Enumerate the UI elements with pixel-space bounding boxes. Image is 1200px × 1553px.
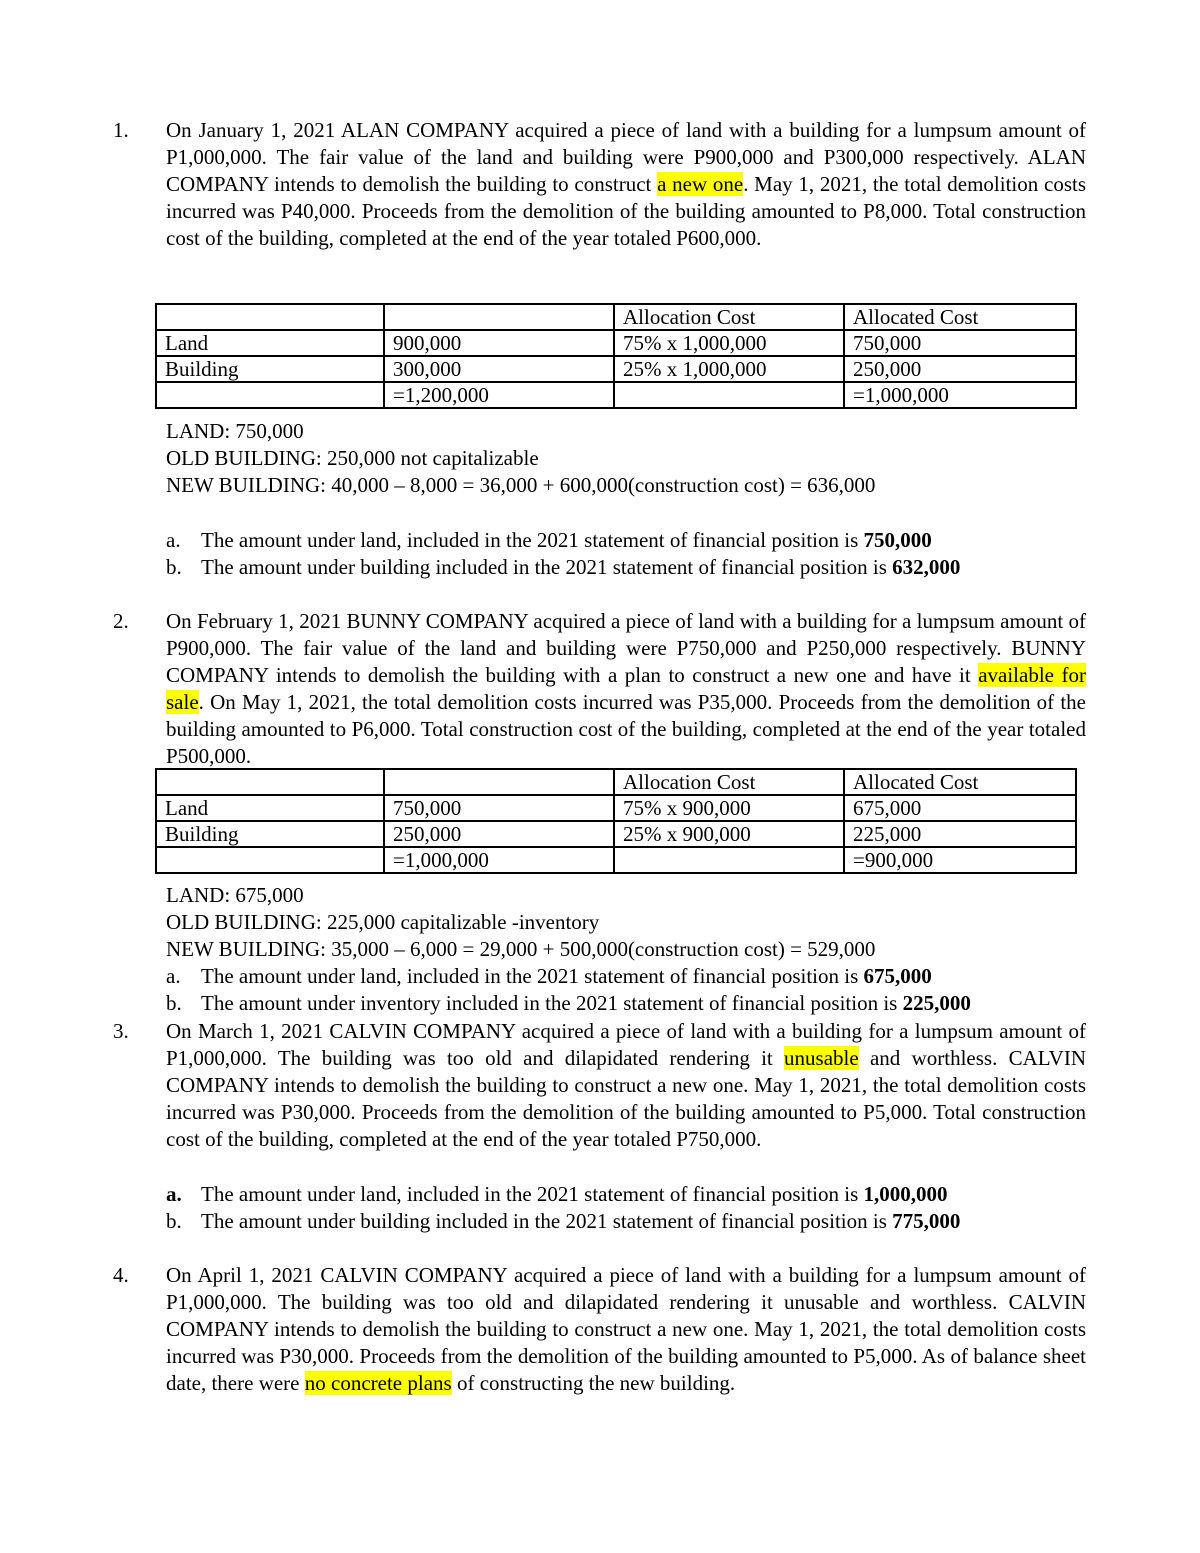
table-row <box>156 821 1076 847</box>
table-cell: Allocation Cost <box>614 304 844 330</box>
table-cell: Allocated Cost <box>844 304 1076 330</box>
table-cell: 900,000 <box>384 330 614 356</box>
table-cell: Building <box>156 821 384 847</box>
old-building-line: OLD BUILDING: 225,000 capitalizable -inventory <box>166 910 600 934</box>
table-cell <box>384 304 614 330</box>
table-cell <box>384 769 614 795</box>
old-building-line: OLD BUILDING: 250,000 not capitalizable <box>166 446 539 470</box>
allocation-table-1 <box>155 303 1077 409</box>
question-number: 2. <box>113 609 129 633</box>
question-number: 3. <box>113 1019 129 1043</box>
answer-a: a. The amount under land, included in the 2021 statement of financial position is 750,000 <box>166 528 932 552</box>
table-cell: Allocation Cost <box>614 769 844 795</box>
table-cell: Building <box>156 356 384 382</box>
land-line: LAND: 675,000 <box>166 883 304 907</box>
table-cell: Allocated Cost <box>844 769 1076 795</box>
table-cell: Land <box>156 795 384 821</box>
table-cell: 250,000 <box>384 821 614 847</box>
table-cell: 750,000 <box>384 795 614 821</box>
table-cell: 25% x 900,000 <box>614 821 844 847</box>
highlighted-text: available for sale <box>166 663 1086 714</box>
table-cell: 25% x 1,000,000 <box>614 356 844 382</box>
land-line: LAND: 750,000 <box>166 419 304 443</box>
table-row <box>156 330 1076 356</box>
table-cell <box>156 847 384 873</box>
answer-b: b. The amount under building included in the 2021 statement of financial position is 632,000 <box>166 555 961 579</box>
table-header-row <box>156 769 1076 795</box>
highlighted-text: unusable <box>784 1046 859 1070</box>
table-cell: =900,000 <box>844 847 1076 873</box>
new-building-line: NEW BUILDING: 40,000 – 8,000 = 36,000 + 600,000(construction cost) = 636,000 <box>166 473 876 497</box>
new-building-line: NEW BUILDING: 35,000 – 6,000 = 29,000 + 500,000(construction cost) = 529,000 <box>166 937 876 961</box>
question-text: On February 1, 2021 BUNNY COMPANY acquired a piece of land with a building for a lumpsum amount of P900,000. The fair value of the land and building were P750,000 and P250,000 respectively. BUNNY COMPANY intends to demolish the building with a plan to construct a new one and have it available for sale. On May 1, 2021, the total demolition costs incurred was P35,000. Proceeds from the demolition of the building amounted to P6,000. Total construction cost of the building, completed at the end of the year totaled P500,000. <box>166 609 1086 768</box>
table-row <box>156 847 1076 873</box>
table-cell: 250,000 <box>844 356 1076 382</box>
table-cell: =1,200,000 <box>384 382 614 408</box>
table-cell <box>156 769 384 795</box>
allocation-table-2 <box>155 768 1077 874</box>
table-cell <box>614 382 844 408</box>
answer-b: b. The amount under building included in the 2021 statement of financial position is 775,000 <box>166 1209 961 1233</box>
table-cell: =1,000,000 <box>844 382 1076 408</box>
answer-a: a. The amount under land, included in the 2021 statement of financial position is 675,000 <box>166 964 932 988</box>
table-cell: Land <box>156 330 384 356</box>
table-header-row <box>156 304 1076 330</box>
answer-b: b. The amount under inventory included in the 2021 statement of financial position is 225,000 <box>166 991 971 1015</box>
table-cell <box>156 304 384 330</box>
answer-a: a. The amount under land, included in the 2021 statement of financial position is 1,000,000 <box>166 1182 948 1206</box>
table-cell: =1,000,000 <box>384 847 614 873</box>
table-cell: 750,000 <box>844 330 1076 356</box>
highlighted-text: a new one <box>657 172 744 196</box>
table-row <box>156 795 1076 821</box>
table-cell: 300,000 <box>384 356 614 382</box>
question-number: 1. <box>113 118 129 142</box>
table-cell: 675,000 <box>844 795 1076 821</box>
table-cell: 75% x 1,000,000 <box>614 330 844 356</box>
table-cell: 225,000 <box>844 821 1076 847</box>
highlighted-text: no concrete plans <box>304 1371 452 1395</box>
table-cell <box>156 382 384 408</box>
question-text: On March 1, 2021 CALVIN COMPANY acquired a piece of land with a building for a lumpsum amount of P1,000,000. The building was too old and dilapidated rendering it unusable and worthless. CALVIN COMPANY intends to demolish the building to construct a new one. May 1, 2021, the total demolition costs incurred was P30,000. Proceeds from the demolition of the building amounted to P5,000. Total construction cost of the building, completed at the end of the year totaled P750,000. <box>166 1019 1086 1151</box>
question-number: 4. <box>113 1263 129 1287</box>
question-text: On April 1, 2021 CALVIN COMPANY acquired a piece of land with a building for a lumpsum amount of P1,000,000. The building was too old and dilapidated rendering it unusable and worthless. CALVIN COMPANY intends to demolish the building to construct a new one. May 1, 2021, the total demolition costs incurred was P30,000. Proceeds from the demolition of the building amounted to P5,000. As of balance sheet date, there were no concrete plans of constructing the new building. <box>166 1263 1086 1395</box>
table-cell <box>614 847 844 873</box>
question-text: On January 1, 2021 ALAN COMPANY acquired a piece of land with a building for a lumpsum amount of P1,000,000. The fair value of the land and building were P900,000 and P300,000 respectively. ALAN COMPANY intends to demolish the building to construct a new one. May 1, 2021, the total demolition costs incurred was P40,000. Proceeds from the demolition of the building amounted to P8,000. Total construction cost of the building, completed at the end of the year totaled P600,000. <box>166 118 1086 250</box>
table-row <box>156 382 1076 408</box>
table-cell: 75% x 900,000 <box>614 795 844 821</box>
table-row <box>156 356 1076 382</box>
